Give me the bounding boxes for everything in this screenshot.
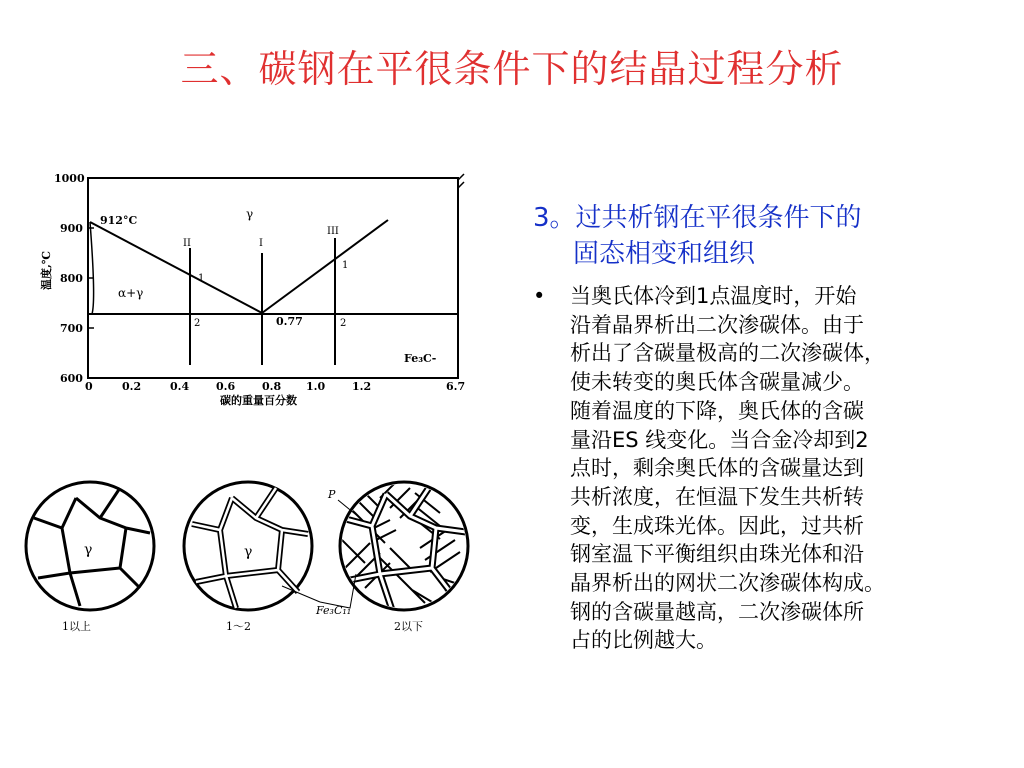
label-point-1-right: 1 [342, 260, 349, 271]
x-tick-0: 0 [85, 380, 93, 393]
label-912: 912°C [100, 214, 138, 227]
micro-pearlite [340, 478, 475, 610]
label-fe3c: Fe₃C- [404, 352, 437, 365]
bullet-text [570, 282, 995, 655]
x-tick-0.8: 0.8 [262, 380, 282, 393]
x-axis-label: 碳的重量百分数 [220, 394, 297, 407]
body-line: 晶界析出的网状二次渗碳体构成。 [570, 571, 885, 596]
x-tick-1.2: 1.2 [352, 380, 372, 393]
phase-diagram [30, 160, 490, 420]
body-line: 共析浓度，在恒温下发生共析转 [570, 484, 864, 509]
body-line: 变，生成珠光体。因此，过共析 [570, 513, 864, 538]
x-tick-0.6: 0.6 [216, 380, 236, 393]
label-point-2-left: 2 [194, 318, 201, 329]
label-alpha-gamma: α+γ [118, 286, 144, 300]
y-tick-1000: 1000 [54, 172, 85, 185]
body-line: 占的比例越大。 [570, 628, 717, 653]
y-tick-600: 600 [60, 372, 83, 385]
section-heading-line-2: 固态相变和组织 [573, 239, 756, 269]
y-tick-900: 900 [60, 222, 83, 235]
micro-austenite [26, 482, 154, 610]
y-tick-700: 700 [60, 322, 83, 335]
micro-caption-1: 1以上 [62, 620, 91, 633]
label-alloy-III: III [327, 226, 339, 237]
label-077: 0.77 [276, 315, 303, 328]
x-tick-1.0: 1.0 [306, 380, 326, 393]
body-line: 沿着晶界析出二次渗碳体。由于 [570, 312, 864, 337]
label-gamma-region: γ [246, 207, 254, 221]
micro-label-fe3c: Fe₃C₁₁ [316, 604, 352, 617]
microstructure-figure [20, 478, 490, 638]
micro-gamma-1: γ [84, 542, 93, 558]
x-tick-0.2: 0.2 [122, 380, 142, 393]
body-line: 使未转变的奥氏体含碳量减少。 [570, 370, 864, 395]
body-line: 点时，剩余奥氏体的含碳量达到 [570, 456, 864, 481]
label-alloy-II: II [183, 238, 191, 249]
section-heading [533, 200, 993, 272]
label-point-1-left: 1 [198, 273, 205, 284]
label-point-2-right: 2 [340, 318, 347, 329]
x-tick-6.7: 6.7 [446, 380, 466, 393]
body-line: 量沿ES 线变化。当合金冷却到2 [570, 427, 869, 452]
micro-caption-3: 2以下 [394, 620, 423, 633]
body-line: 钢室温下平衡组织由珠光体和沿 [570, 542, 864, 567]
x-tick-0.4: 0.4 [170, 380, 190, 393]
label-alloy-I: I [259, 238, 263, 249]
section-heading-line-1: 3。过共析钢在平很条件下的 [533, 203, 862, 233]
slide-title: 三、碳钢在平很条件下的结晶过程分析 [180, 47, 844, 91]
y-axis-label: 温度,℃ [40, 250, 53, 290]
micro-gamma-2: γ [244, 544, 253, 560]
y-tick-800: 800 [60, 272, 83, 285]
body-line: 当奥氏体冷到1点温度时，开始 [570, 284, 857, 308]
micro-label-p: P [328, 488, 336, 501]
body-line: 析出了含碳量极高的二次渗碳体， [570, 341, 885, 366]
micro-caption-2: 1～2 [226, 620, 251, 633]
bullet-dot: • [533, 284, 546, 308]
body-line: 钢的含碳量越高，二次渗碳体所 [570, 599, 864, 624]
body-line: 随着温度的下降，奥氏体的含碳 [570, 398, 864, 423]
